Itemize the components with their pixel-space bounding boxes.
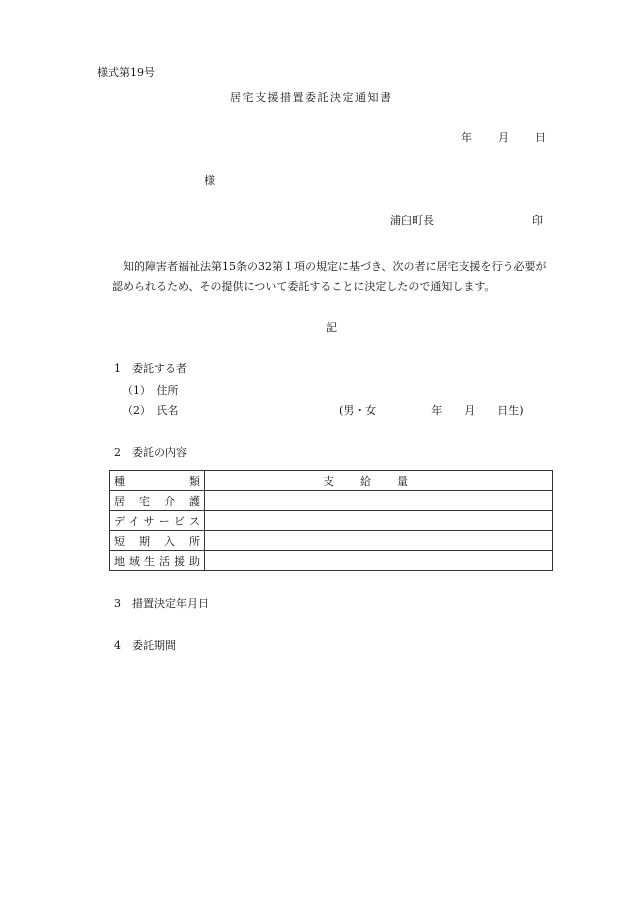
form-number: 様式第19号 [97,66,155,79]
body-paragraph [112,257,582,297]
gender-dob-field: (男・女 年 月 日生) [339,404,524,417]
table-row [110,511,553,531]
section-2-heading: 2 委託の内容 [114,446,187,459]
name-label: （2） 氏名 [122,404,179,417]
service-type-cell: 短期入所 [110,531,205,551]
table-header-row [110,471,553,491]
issuer-name: 浦臼町長 [390,214,434,227]
amount-cell [205,531,553,551]
table-row [110,551,553,571]
date-year: 年 [461,131,472,144]
amount-cell [205,511,553,531]
section-4-heading: 4 委託期間 [114,639,176,652]
seal-mark: 印 [532,214,543,227]
amount-cell [205,491,553,511]
body-line-2: 認められるため、その提供について委託することに決定したので通知します。 [112,280,496,293]
date-day: 日 [535,131,546,144]
table-row [110,531,553,551]
document-title: 居宅支援措置委託決定通知書 [230,91,393,104]
section-1-heading: 1 委託する者 [114,362,187,375]
service-type-cell: 居宅介護 [110,491,205,511]
amount-cell [205,551,553,571]
date-month: 月 [498,131,509,144]
ki-heading: 記 [326,321,337,334]
body-line-1: 知的障害者福祉法第15条の32第１項の規定に基づき、次の者に居宅支援を行う必要が [123,260,547,273]
service-type-cell: デイサービス [110,511,205,531]
address-label: （1） 住所 [122,384,179,397]
section-3-heading: 3 措置決定年月日 [114,597,209,610]
service-type-cell: 地域生活援助 [110,551,205,571]
table-row [110,491,553,511]
service-table [109,470,553,571]
table-header-type: 種類 [110,471,205,491]
recipient-suffix: 様 [204,174,215,187]
date-line [461,131,546,145]
table-header-amount: 支給量 [205,471,553,491]
